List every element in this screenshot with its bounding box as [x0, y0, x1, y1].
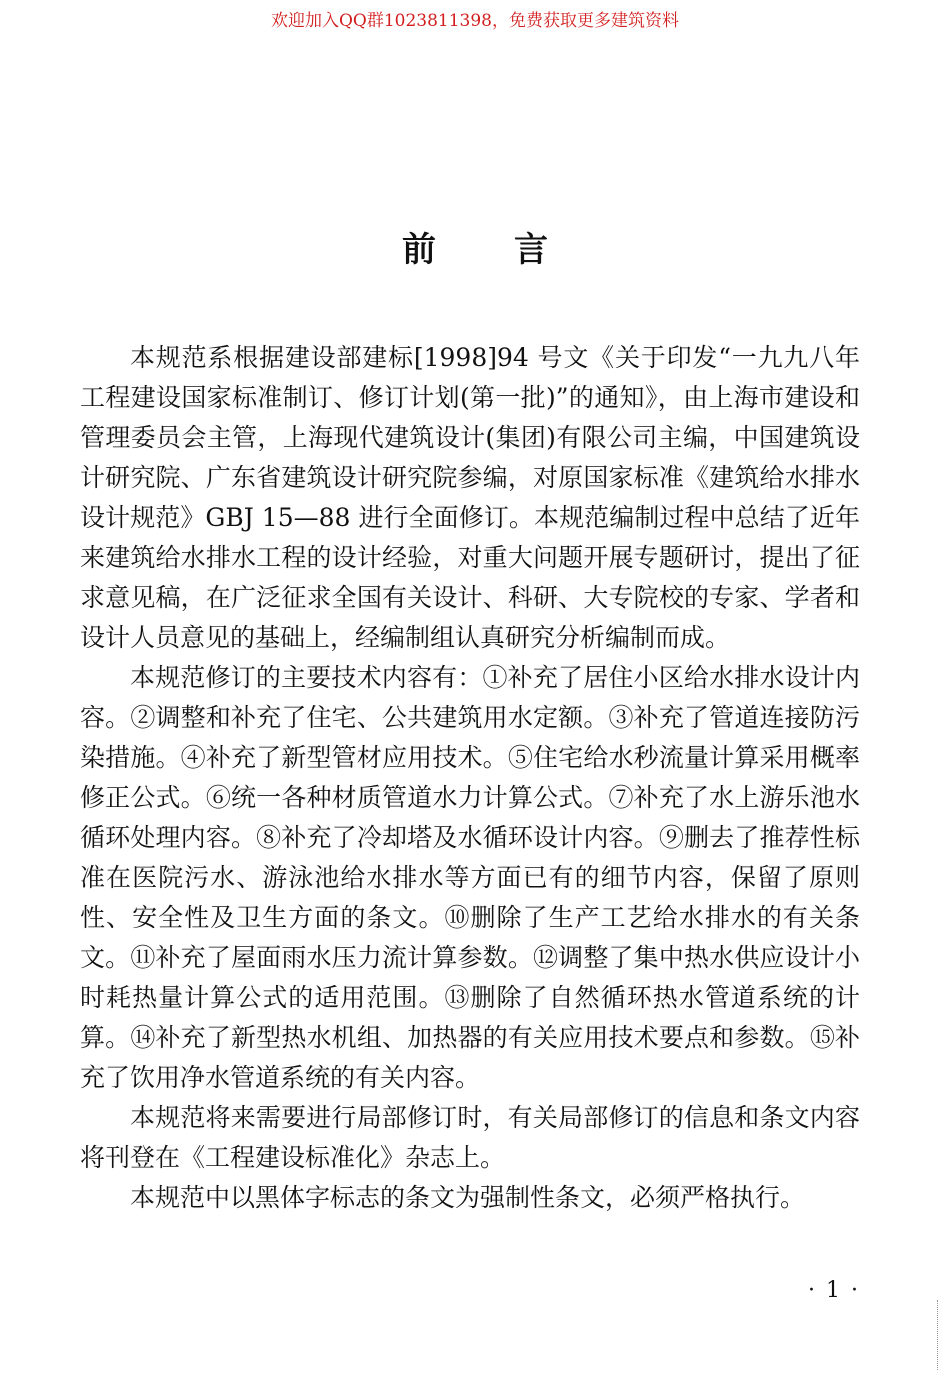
- body-text: [80, 338, 860, 1218]
- title-char-2: 言: [514, 230, 548, 270]
- paragraph-future-revision: 本规范将来需要进行局部修订时，有关局部修订的信息和条文内容将刊登在《工程建设标准化》杂志上。: [80, 1103, 860, 1172]
- paragraph-revision-basis: 本规范系根据建设部建标[1998]94 号文《关于印发“一九九八年工程建设国家标准制订、修订计划(第一批)”的通知》，由上海市建设和管理委员会主管，上海现代建筑设计(集团)有限公司主编，中国建筑设计研究院、广东省建筑设计研究院参编，对原国家标准《建筑给水排水设计规范》GBJ 15—88 进行全面修订。本规范编制过程中总结了近年来建筑给水排水工程的设计经验，对重大问题开展专题研讨，提出了征求意见稿，在广泛征求全国有关设计、科研、大专院校的专家、学者和设计人员意见的基础上，经编制组认真研究分析编制而成。: [80, 343, 860, 652]
- page-title: [0, 222, 950, 271]
- scan-edge-mark: [935, 1300, 938, 1370]
- watermark-text: 欢迎加入QQ群1023811398，免费获取更多建筑资料: [270, 11, 680, 31]
- paragraph-mandatory-clauses: 本规范中以黑体字标志的条文为强制性条文，必须严格执行。: [130, 1183, 806, 1212]
- title-char-1: 前: [402, 230, 436, 270]
- paragraph-technical-contents: 本规范修订的主要技术内容有：①补充了居住小区给水排水设计内容。②调整和补充了住宅、公共建筑用水定额。③补充了管道连接防污染措施。④补充了新型管材应用技术。⑤住宅给水秒流量计算采用概率修正公式。⑥统一各种材质管道水力计算公式。⑦补充了水上游乐池水循环处理内容。⑧补充了冷却塔及水循环设计内容。⑨删去了推荐性标准在医院污水、游泳池给水排水等方面已有的细节内容，保留了原则性、安全性及卫生方面的条文。⑩删除了生产工艺给水排水的有关条文。⑪补充了屋面雨水压力流计算参数。⑫调整了集中热水供应设计小时耗热量计算公式的适用范围。⑬删除了自然循环热水管道系统的计算。⑭补充了新型热水机组、加热器的有关应用技术要点和参数。⑮补充了饮用净水管道系统的有关内容。: [80, 663, 860, 1092]
- page-number: · 1 ·: [808, 1278, 860, 1303]
